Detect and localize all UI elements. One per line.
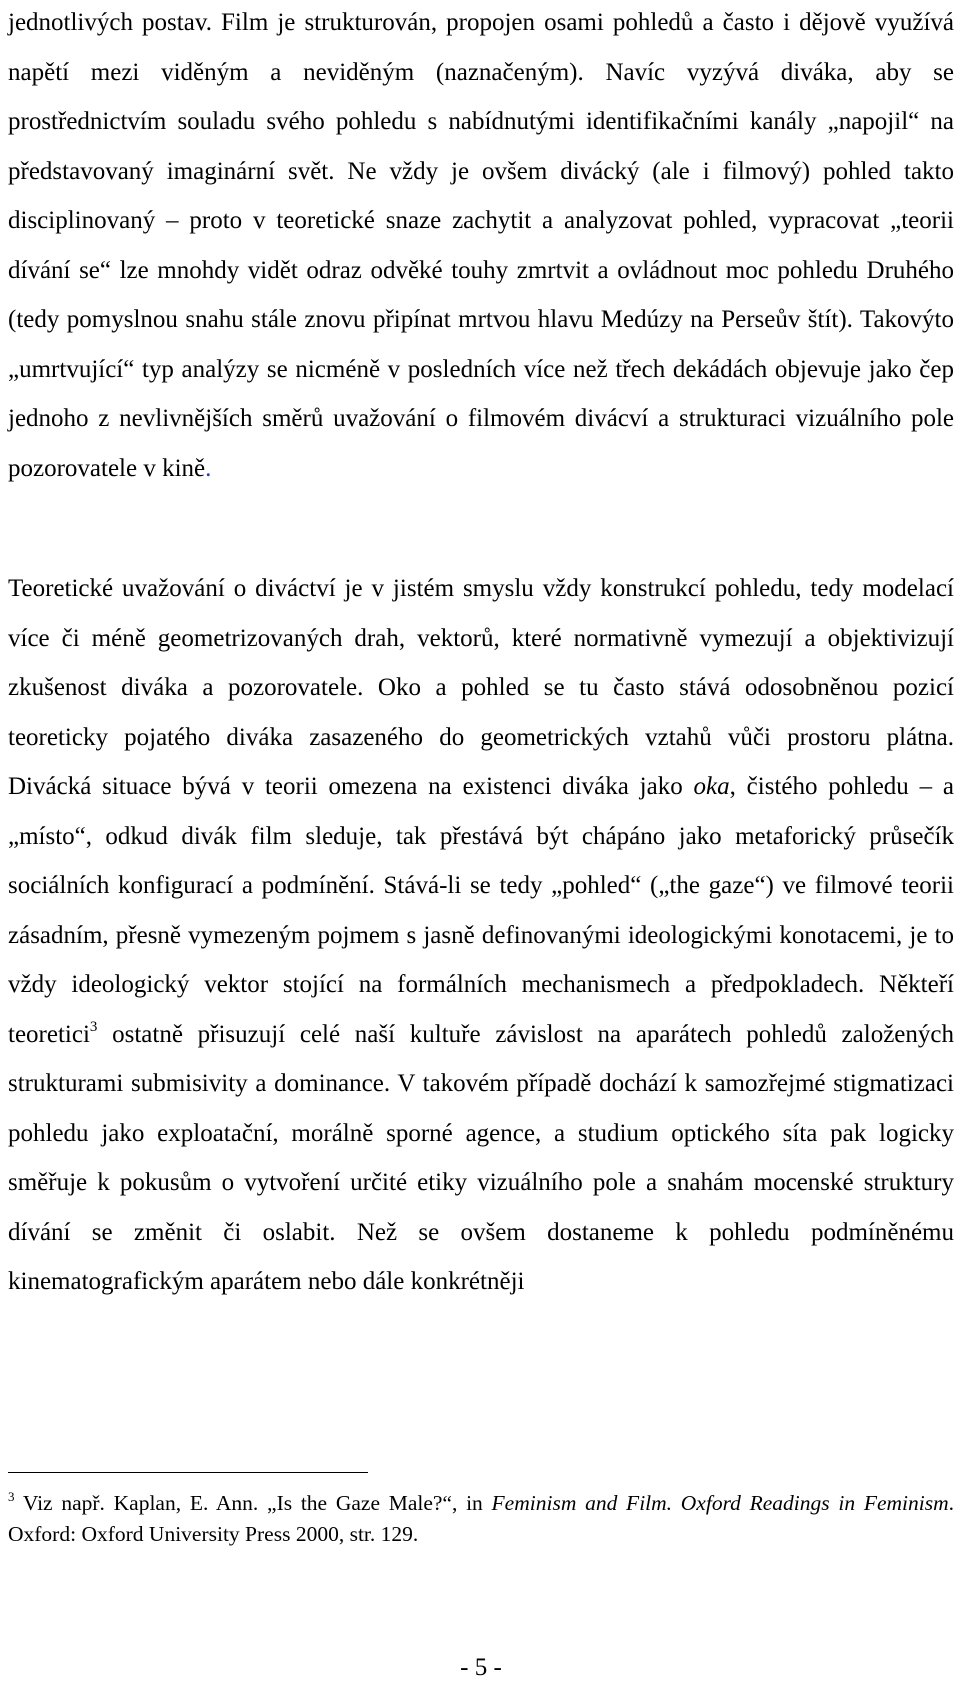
footnote-italic-title: Feminism and Film. Oxford Readings in Feminism <box>491 1491 949 1515</box>
body-paragraph-1 <box>8 0 954 493</box>
footnote <box>8 1488 954 1550</box>
paragraph-2-text-d: ostatně přisuzují celé naší kultuře závislost na aparátech pohledů založených strukturami submisivity a dominance. V takovém případě dochází k samozřejmé stigmatizaci pohledu jako exploatační, morálně sporné agence, a studium optického síta pak logicky směřuje k pokusům o vytvoření určité etiky vizuálního pole a snahám mocenské struktury dívání se změnit či oslabit. Než se ovšem dostaneme k pohledu podmíněnému kinematografickým aparátem nebo dále konkrétněji <box>8 1020 954 1295</box>
footnote-number: 3 <box>8 1489 15 1504</box>
paragraph-2-text-a: Teoretické uvažování o diváctví je v jistém smyslu vždy konstrukcí pohledu, tedy modelací více či méně geometrizovaných drah, vektorů, které normativně vymezují a objektivizují zkušenost diváka a pozorovatele. Oko a pohled se tu často stává odosobněnou pozicí teoreticky pojatého diváka zasazeného do geometrických vztahů vůči prostoru plátna. Divácká situace bývá v teorii omezena na existenci diváka jako <box>8 575 954 800</box>
footnote-text-b: . Oxford: Oxford University Press 2000, str. 129. <box>8 1491 954 1546</box>
body-paragraph-2 <box>8 564 954 1307</box>
paragraph-1-text: jednotlivých postav. Film je strukturován, propojen osami pohledů a často i dějově využívá napětí mezi viděným a neviděným (naznačeným). Navíc vyzývá diváka, aby se prostřednictvím souladu svého pohledu s nabídnutými identifikačními kanály „napojil“ na představovaný imaginární svět. Ne vždy je ovšem divácký (ale i filmový) pohled takto disciplinovaný – proto v teoretické snaze zachytit a analyzovat pohled, vypracovat „teorii dívání se“ lze mnohdy vidět odraz odvěké touhy zmrtvit a ovládnout moc pohledu Druhého (tedy pomyslnou snahu stále znovu připínat mrtvou hlavu Medúzy na Perseův štít). Takovýto „umrtvující“ typ analýzy se nicméně v posledních více než třech dekádách objevuje jako čep jednoho z nevlivnějších směrů uvažování o filmovém divácví a strukturaci vizuálního pole pozorovatele v kině <box>8 9 954 482</box>
paragraph-2-text-c: , čistého pohledu – a „místo“, odkud divák film sleduje, tak přestává být chápáno jako metaforický průsečík sociálních konfigurací a podmínění. Stává-li se tedy „pohled“ („the gaze“) ve filmové teorii zásadním, přesně vymezeným pojmem s jasně definovanými ideologickými konotacemi, je to vždy ideologický vektor stojící na formálních mechanismech a předpokladech. Někteří teoretici <box>8 773 955 1048</box>
page-number: - 5 - <box>460 1654 502 1681</box>
paragraph-2-italic-oka: oka <box>693 773 730 800</box>
footnote-text-a: Viz např. Kaplan, E. Ann. „Is the Gaze Male?“, in <box>14 1491 492 1515</box>
footnote-separator <box>8 1472 368 1473</box>
footnote-reference[interactable]: 3 <box>89 1018 98 1035</box>
paragraph-1-end-dot: . <box>205 454 212 482</box>
